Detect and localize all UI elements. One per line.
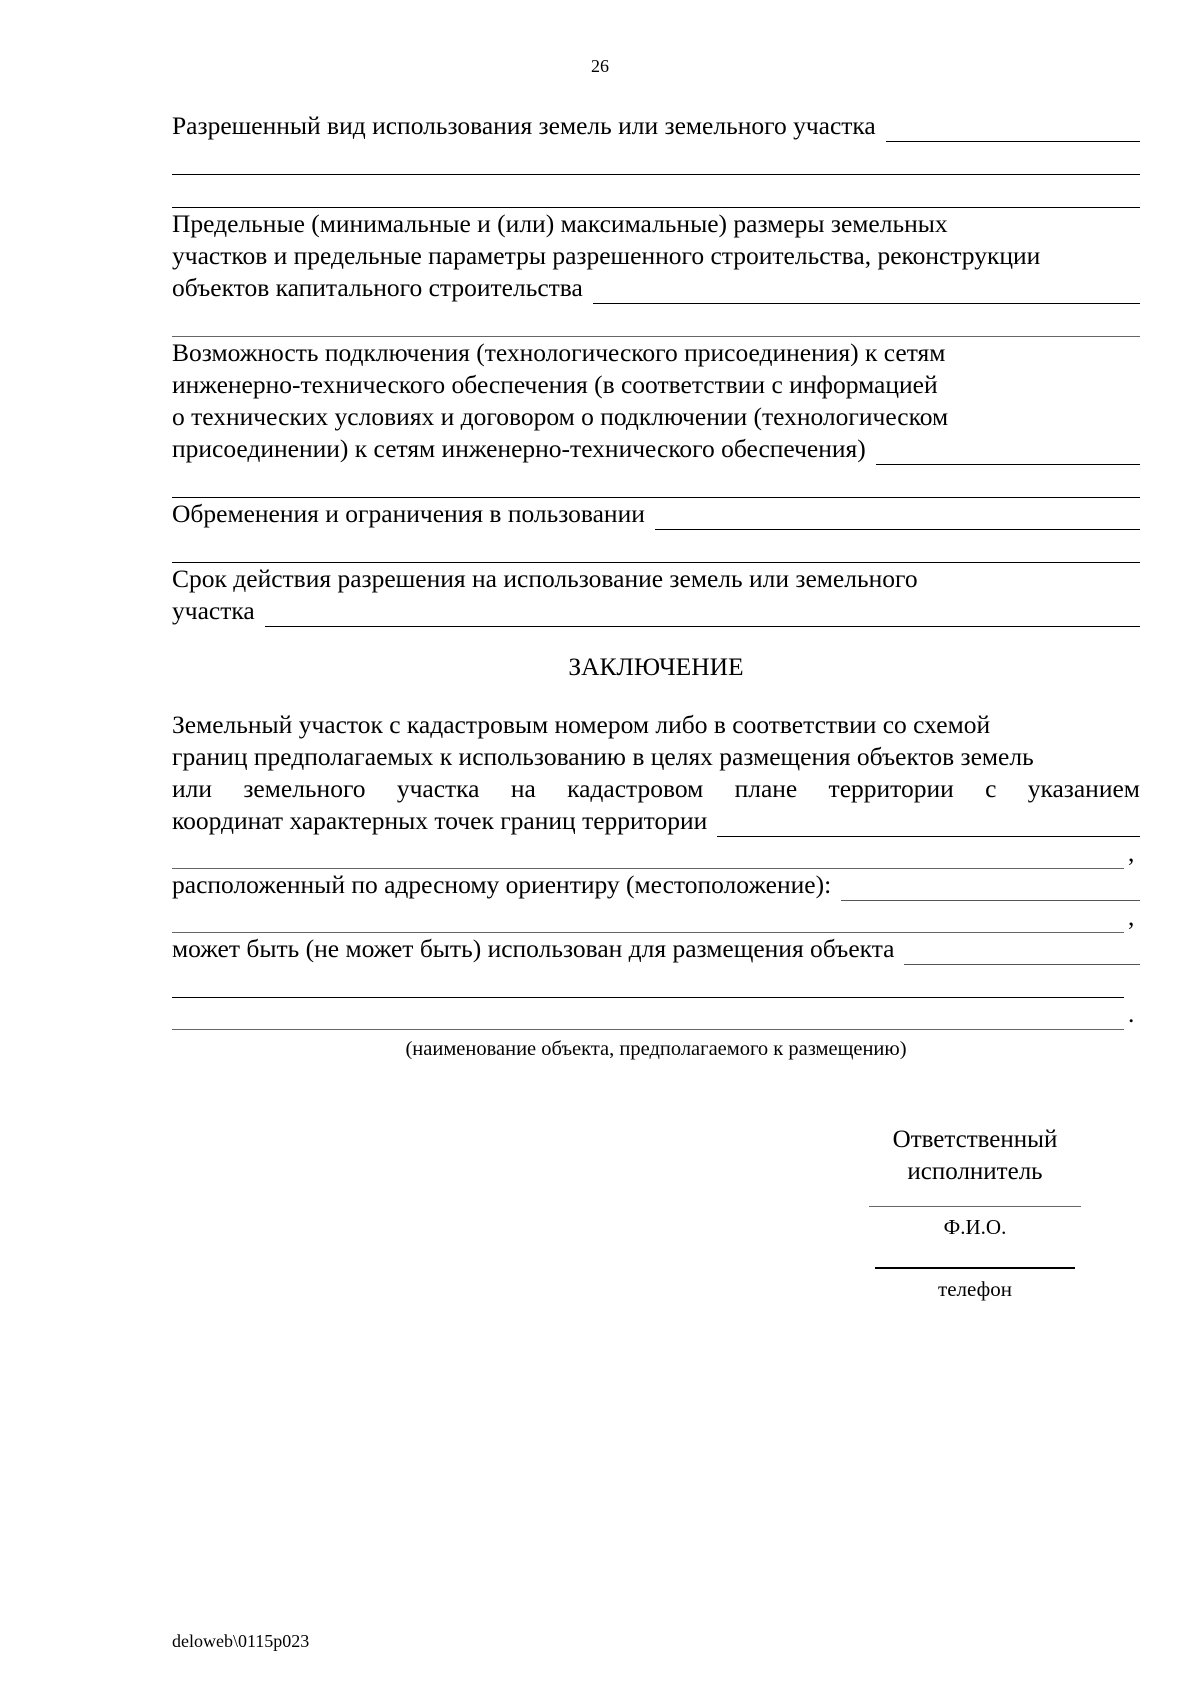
coordinates-blank <box>717 812 1140 837</box>
blank-line <box>172 465 1140 498</box>
blank-line <box>172 304 1140 337</box>
usage-blank <box>904 940 1140 965</box>
limits-blank <box>593 279 1140 304</box>
conclusion-word: или <box>172 774 213 803</box>
role-line-1: Ответственный <box>892 1126 1058 1153</box>
conclusion-word: на <box>510 774 536 803</box>
conclusion-word: плане <box>734 774 798 803</box>
role-line-2: исполнитель <box>907 1158 1043 1185</box>
term-blank <box>265 602 1140 627</box>
term-text: участка <box>172 596 255 625</box>
address-label: расположенный по адресному ориентиру (местоположение): <box>172 870 832 899</box>
term-line-2 <box>172 595 1140 627</box>
conclusion-word: территории <box>828 774 954 803</box>
conclusion-line-2 <box>172 741 1140 773</box>
connection-text: присоединении) к сетям инженерно-технического обеспечения) <box>172 434 866 463</box>
connection-line-4 <box>172 433 1140 465</box>
usage-field <box>172 933 1140 965</box>
address-field <box>172 869 1140 901</box>
conclusion-word: с <box>985 774 997 803</box>
blank-rule <box>172 844 1124 869</box>
limits-text: Предельные (минимальные и (или) максимальные) размеры земельных <box>172 209 948 238</box>
conclusion-text: границ предполагаемых к использованию в целях размещения объектов земель <box>172 742 1034 771</box>
footer-doc-id: deloweb\0115p023 <box>172 1631 310 1651</box>
term-line-1 <box>172 563 1140 595</box>
connection-text: Возможность подключения (технологического присоединения) к сетям <box>172 338 946 367</box>
blank-line-comma <box>172 837 1140 869</box>
signature-block <box>860 1124 1090 1303</box>
conclusion-word: участка <box>396 774 480 803</box>
conclusion-text: Земельный участок с кадастровым номером либо в соответствии со схемой <box>172 710 991 739</box>
phone-label: телефон <box>938 1277 1012 1301</box>
connection-text: инженерно-технического обеспечения (в соответствии с информацией <box>172 370 938 399</box>
phone-signature-line <box>875 1267 1075 1269</box>
blank-line-period <box>172 998 1140 1030</box>
blank-line <box>172 175 1140 208</box>
connection-line-1 <box>172 337 1140 369</box>
blank-rule <box>172 908 1124 933</box>
blank-line <box>172 965 1124 998</box>
limits-text: объектов капитального строительства <box>172 273 583 302</box>
form-body <box>172 110 1140 1062</box>
period: . <box>1128 999 1135 1028</box>
permitted-use-label: Разрешенный вид использования земель или земельного участка <box>172 111 876 140</box>
permitted-use-field <box>172 110 1140 142</box>
blank-line <box>172 530 1140 563</box>
comma: , <box>1128 902 1135 931</box>
connection-line-2 <box>172 369 1140 401</box>
limits-line-1 <box>172 208 1140 240</box>
conclusion-line-3 <box>172 773 1140 805</box>
permitted-use-blank <box>886 117 1140 142</box>
encumbrances-blank <box>655 505 1140 530</box>
page-number: 26 <box>591 56 609 76</box>
limits-line-3 <box>172 272 1140 304</box>
conclusion-heading: ЗАКЛЮЧЕНИЕ <box>568 652 744 681</box>
encumbrances-label: Обременения и ограничения в пользовании <box>172 499 645 528</box>
connection-text: о технических условиях и договором о подключении (технологическом <box>172 402 949 431</box>
conclusion-word: указанием <box>1027 774 1140 803</box>
address-blank <box>841 876 1140 901</box>
limits-line-2 <box>172 240 1140 272</box>
blank-rule <box>172 1005 1124 1030</box>
name-label: Ф.И.О. <box>943 1215 1007 1239</box>
limits-text: участков и предельные параметры разрешенного строительства, реконструкции <box>172 241 1041 270</box>
comma: , <box>1128 838 1135 867</box>
connection-blank <box>876 440 1140 465</box>
conclusion-line-4 <box>172 805 1140 837</box>
conclusion-word: земельного <box>243 774 366 803</box>
conclusion-word: кадастровом <box>567 774 704 803</box>
name-signature-line <box>869 1206 1081 1207</box>
blank-line-comma <box>172 901 1140 933</box>
conclusion-line-1 <box>172 709 1140 741</box>
usage-label: может быть (не может быть) использован для размещения объекта <box>172 934 895 963</box>
encumbrances-field <box>172 498 1140 530</box>
term-text: Срок действия разрешения на использование земель или земельного <box>172 564 918 593</box>
conclusion-text: координат характерных точек границ территории <box>172 806 708 835</box>
connection-line-3 <box>172 401 1140 433</box>
blank-line <box>172 142 1140 175</box>
object-caption: (наименование объекта, предполагаемого к размещению) <box>405 1038 907 1060</box>
